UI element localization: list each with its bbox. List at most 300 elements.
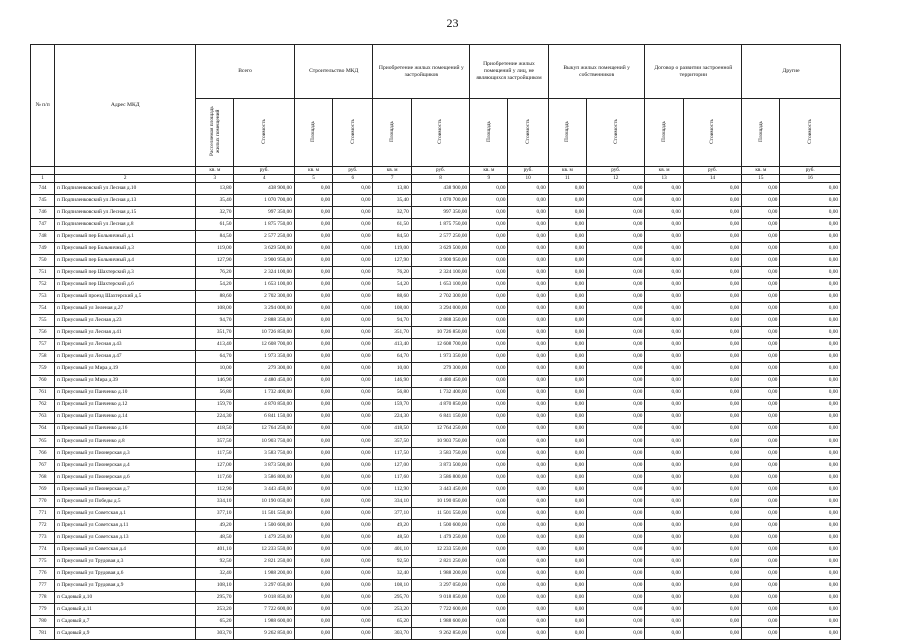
value-cell: 0,00	[780, 592, 841, 604]
column-number: 14	[683, 175, 741, 183]
value-cell: 0,00	[294, 543, 332, 555]
row-number-cell: 781	[31, 628, 55, 640]
value-cell: 1 988 600,00	[411, 616, 469, 628]
value-cell: 0,00	[548, 399, 586, 411]
table-row	[31, 279, 841, 291]
col-header-num: № п/п	[31, 45, 55, 167]
value-cell: 0,00	[742, 207, 780, 219]
value-cell: 0,00	[587, 616, 645, 628]
value-cell: 0,00	[587, 507, 645, 519]
value-cell: 64,70	[196, 351, 234, 363]
row-number-cell: 754	[31, 303, 55, 315]
value-cell: 0,00	[780, 519, 841, 531]
value-cell: 0,00	[333, 399, 373, 411]
column-number: 6	[333, 175, 373, 183]
value-cell: 0,00	[683, 207, 741, 219]
value-cell: 0,00	[294, 555, 332, 567]
value-cell: 0,00	[333, 580, 373, 592]
value-cell: 1 973 350,00	[234, 351, 294, 363]
value-cell: 56,80	[196, 387, 234, 399]
row-number-cell: 776	[31, 568, 55, 580]
value-cell: 0,00	[470, 507, 508, 519]
value-cell: 0,00	[470, 363, 508, 375]
value-cell: 303,70	[373, 628, 411, 640]
value-cell: 0,00	[587, 411, 645, 423]
value-cell: 0,00	[645, 447, 683, 459]
value-cell: 0,00	[508, 447, 548, 459]
table-row	[31, 616, 841, 628]
value-cell: 0,00	[294, 267, 332, 279]
value-cell: 2 324 100,00	[411, 267, 469, 279]
value-cell: 0,00	[333, 447, 373, 459]
table-row	[31, 447, 841, 459]
value-cell: 1 973 350,00	[411, 351, 469, 363]
table-row	[31, 519, 841, 531]
value-cell: 3 443 450,00	[411, 483, 469, 495]
value-cell: 0,00	[294, 604, 332, 616]
column-number: 1	[31, 175, 55, 183]
value-cell: 0,00	[548, 531, 586, 543]
value-cell: 3 583 750,00	[411, 447, 469, 459]
value-cell: 0,00	[780, 411, 841, 423]
value-cell: 0,00	[333, 519, 373, 531]
address-cell: п Прнусовый ул Панченко д.10	[55, 387, 196, 399]
value-cell: 0,00	[645, 604, 683, 616]
value-cell: 32,40	[196, 568, 234, 580]
value-cell: 0,00	[742, 580, 780, 592]
value-cell: 0,00	[645, 315, 683, 327]
table-row	[31, 183, 841, 195]
value-cell: 0,00	[333, 303, 373, 315]
group-header-nondeveloper-purchase: Приобретение жилых помещений у лиц, не являющихся застройщиком	[470, 45, 549, 99]
value-cell: 0,00	[780, 543, 841, 555]
value-cell: 0,00	[333, 291, 373, 303]
value-cell: 0,00	[780, 507, 841, 519]
value-cell: 0,00	[470, 255, 508, 267]
value-cell: 0,00	[294, 435, 332, 447]
value-cell: 0,00	[548, 327, 586, 339]
value-cell: 0,00	[645, 267, 683, 279]
value-cell: 2 821 250,00	[411, 555, 469, 567]
value-cell: 0,00	[508, 507, 548, 519]
value-cell: 0,00	[742, 592, 780, 604]
value-cell: 0,00	[587, 568, 645, 580]
row-number-cell: 779	[31, 604, 55, 616]
value-cell: 0,00	[294, 423, 332, 435]
value-cell: 0,00	[508, 351, 548, 363]
group-header-developer-purchase: Приобретение жилых помещений у застройщиков	[373, 45, 470, 99]
value-cell: 0,00	[683, 351, 741, 363]
value-cell: 3 294 000,00	[411, 303, 469, 315]
value-cell: 92,50	[196, 555, 234, 567]
row-number-cell: 747	[31, 219, 55, 231]
value-cell: 0,00	[333, 315, 373, 327]
value-cell: 0,00	[548, 519, 586, 531]
table-row	[31, 315, 841, 327]
value-cell: 0,00	[508, 423, 548, 435]
value-cell: 0,00	[645, 195, 683, 207]
table-row	[31, 507, 841, 519]
address-cell: п Прнусовый ул Пионерская д.6	[55, 471, 196, 483]
value-cell: 0,00	[780, 375, 841, 387]
value-cell: 0,00	[780, 315, 841, 327]
unit-sqm: кв. м	[196, 167, 234, 175]
value-cell: 0,00	[508, 616, 548, 628]
row-number-cell: 750	[31, 255, 55, 267]
value-cell: 32,40	[373, 568, 411, 580]
value-cell: 159,70	[373, 399, 411, 411]
value-cell: 0,00	[294, 495, 332, 507]
value-cell: 0,00	[508, 495, 548, 507]
value-cell: 0,00	[742, 339, 780, 351]
value-cell: 0,00	[742, 447, 780, 459]
value-cell: 418,50	[373, 423, 411, 435]
value-cell: 76,20	[196, 267, 234, 279]
value-cell: 64,70	[373, 351, 411, 363]
value-cell: 32,70	[196, 207, 234, 219]
value-cell: 0,00	[548, 339, 586, 351]
column-number: 7	[373, 175, 411, 183]
value-cell: 0,00	[508, 580, 548, 592]
value-cell: 12 764 250,00	[411, 423, 469, 435]
address-cell: п Прнусовый ул Трудовая д.9	[55, 580, 196, 592]
value-cell: 119,00	[196, 243, 234, 255]
value-cell: 0,00	[333, 495, 373, 507]
value-cell: 0,00	[742, 327, 780, 339]
value-cell: 0,00	[645, 495, 683, 507]
value-cell: 13,80	[196, 183, 234, 195]
value-cell: 0,00	[294, 339, 332, 351]
value-cell: 0,00	[645, 555, 683, 567]
table-row	[31, 483, 841, 495]
address-cell: п Подпиленковский ул Лесная д.8	[55, 219, 196, 231]
value-cell: 0,00	[333, 459, 373, 471]
value-cell: 54,20	[196, 279, 234, 291]
value-cell: 9 262 850,00	[411, 628, 469, 640]
unit-sqm: кв. м	[742, 167, 780, 175]
value-cell: 0,00	[683, 279, 741, 291]
value-cell: 0,00	[645, 183, 683, 195]
value-cell: 0,00	[742, 616, 780, 628]
table-row	[31, 375, 841, 387]
row-number-cell: 749	[31, 243, 55, 255]
value-cell: 0,00	[645, 279, 683, 291]
value-cell: 0,00	[508, 568, 548, 580]
value-cell: 0,00	[683, 447, 741, 459]
value-cell: 3 629 500,00	[234, 243, 294, 255]
value-cell: 0,00	[470, 435, 508, 447]
value-cell: 0,00	[742, 543, 780, 555]
value-cell: 0,00	[548, 459, 586, 471]
address-cell: п Садовый д.7	[55, 616, 196, 628]
value-cell: 10,00	[373, 363, 411, 375]
row-number-cell: 764	[31, 423, 55, 435]
value-cell: 3 900 950,00	[411, 255, 469, 267]
address-cell: п Прнусовый ул Панченко д.14	[55, 411, 196, 423]
value-cell: 0,00	[470, 592, 508, 604]
value-cell: 351,70	[373, 327, 411, 339]
address-cell: п Прнусовый ул Советская д.11	[55, 519, 196, 531]
value-cell: 2 702 300,00	[234, 291, 294, 303]
value-cell: 0,00	[683, 219, 741, 231]
sub-header-cost: Стоимость	[234, 99, 294, 167]
unit-sqm: кв. м	[548, 167, 586, 175]
value-cell: 0,00	[683, 375, 741, 387]
row-number-cell: 756	[31, 327, 55, 339]
value-cell: 9 018 850,00	[234, 592, 294, 604]
table-row	[31, 580, 841, 592]
value-cell: 0,00	[780, 604, 841, 616]
value-cell: 0,00	[470, 483, 508, 495]
value-cell: 0,00	[333, 423, 373, 435]
value-cell: 0,00	[548, 207, 586, 219]
value-cell: 0,00	[470, 616, 508, 628]
value-cell: 0,00	[548, 243, 586, 255]
value-cell: 4 870 850,00	[234, 399, 294, 411]
column-number: 4	[234, 175, 294, 183]
value-cell: 0,00	[645, 616, 683, 628]
value-cell: 146,90	[196, 375, 234, 387]
value-cell: 0,00	[294, 303, 332, 315]
group-header-total: Всего	[196, 45, 295, 99]
value-cell: 997 350,00	[234, 207, 294, 219]
row-number-cell: 757	[31, 339, 55, 351]
value-cell: 0,00	[587, 423, 645, 435]
value-cell: 0,00	[645, 471, 683, 483]
value-cell: 0,00	[548, 568, 586, 580]
value-cell: 224,30	[196, 411, 234, 423]
value-cell: 10 903 750,00	[234, 435, 294, 447]
table-header	[31, 45, 841, 183]
address-cell: п Прнусовый ул Пионерская д.3	[55, 447, 196, 459]
value-cell: 377,10	[373, 507, 411, 519]
sub-header-area: Площадь	[548, 99, 586, 167]
value-cell: 0,00	[645, 207, 683, 219]
value-cell: 0,00	[470, 195, 508, 207]
value-cell: 0,00	[645, 255, 683, 267]
value-cell: 108,00	[196, 303, 234, 315]
value-cell: 0,00	[470, 267, 508, 279]
row-number-cell: 765	[31, 435, 55, 447]
value-cell: 0,00	[333, 231, 373, 243]
table-row	[31, 411, 841, 423]
value-cell: 0,00	[294, 387, 332, 399]
value-cell: 0,00	[742, 351, 780, 363]
address-cell: п Прнусовый ул Советская д.1	[55, 507, 196, 519]
value-cell: 0,00	[587, 315, 645, 327]
value-cell: 0,00	[742, 411, 780, 423]
value-cell: 413,40	[373, 339, 411, 351]
address-cell: п Садовый д.9	[55, 628, 196, 640]
value-cell: 94,70	[373, 315, 411, 327]
resettlement-table	[30, 44, 841, 640]
value-cell: 0,00	[683, 628, 741, 640]
value-cell: 0,00	[470, 447, 508, 459]
value-cell: 0,00	[294, 616, 332, 628]
value-cell: 0,00	[548, 387, 586, 399]
unit-rub: руб.	[234, 167, 294, 175]
value-cell: 0,00	[333, 219, 373, 231]
value-cell: 0,00	[548, 447, 586, 459]
value-cell: 0,00	[683, 243, 741, 255]
column-number: 15	[742, 175, 780, 183]
column-number: 9	[470, 175, 508, 183]
value-cell: 127,90	[373, 255, 411, 267]
value-cell: 0,00	[508, 387, 548, 399]
value-cell: 0,00	[587, 267, 645, 279]
value-cell: 3 629 500,00	[411, 243, 469, 255]
value-cell: 7 722 600,00	[234, 604, 294, 616]
value-cell: 0,00	[333, 616, 373, 628]
value-cell: 0,00	[587, 363, 645, 375]
value-cell: 0,00	[780, 195, 841, 207]
value-cell: 0,00	[587, 555, 645, 567]
column-number: 2	[55, 175, 196, 183]
value-cell: 0,00	[587, 447, 645, 459]
value-cell: 377,10	[196, 507, 234, 519]
table-row	[31, 555, 841, 567]
value-cell: 0,00	[683, 363, 741, 375]
value-cell: 0,00	[683, 195, 741, 207]
value-cell: 0,00	[742, 387, 780, 399]
value-cell: 0,00	[548, 363, 586, 375]
address-cell: п Прнусовый ул Лесная д.23	[55, 315, 196, 327]
value-cell: 0,00	[742, 315, 780, 327]
value-cell: 0,00	[683, 423, 741, 435]
value-cell: 0,00	[742, 375, 780, 387]
col-header-address: Адрес МКД	[55, 45, 196, 167]
column-number: 12	[587, 175, 645, 183]
value-cell: 0,00	[683, 291, 741, 303]
value-cell: 0,00	[645, 435, 683, 447]
address-cell: п Прнусовый ул Панченко д.8	[55, 435, 196, 447]
row-number-cell: 746	[31, 207, 55, 219]
value-cell: 0,00	[294, 375, 332, 387]
unit-cell	[31, 167, 55, 175]
value-cell: 0,00	[333, 471, 373, 483]
value-cell: 0,00	[470, 628, 508, 640]
row-number-cell: 745	[31, 195, 55, 207]
value-cell: 413,40	[196, 339, 234, 351]
value-cell: 0,00	[470, 531, 508, 543]
value-cell: 0,00	[508, 219, 548, 231]
value-cell: 0,00	[780, 339, 841, 351]
value-cell: 0,00	[548, 303, 586, 315]
value-cell: 0,00	[294, 507, 332, 519]
sub-header-area: Площадь	[645, 99, 683, 167]
value-cell: 0,00	[780, 568, 841, 580]
value-cell: 0,00	[548, 543, 586, 555]
value-cell: 108,10	[373, 580, 411, 592]
value-cell: 0,00	[470, 519, 508, 531]
value-cell: 0,00	[742, 423, 780, 435]
value-cell: 0,00	[548, 580, 586, 592]
value-cell: 0,00	[645, 459, 683, 471]
value-cell: 0,00	[548, 279, 586, 291]
value-cell: 10 726 850,00	[411, 327, 469, 339]
value-cell: 1 653 100,00	[234, 279, 294, 291]
value-cell: 0,00	[742, 291, 780, 303]
value-cell: 0,00	[548, 195, 586, 207]
value-cell: 0,00	[742, 183, 780, 195]
value-cell: 401,10	[373, 543, 411, 555]
table-row	[31, 303, 841, 315]
value-cell: 2 577 250,00	[234, 231, 294, 243]
value-cell: 0,00	[470, 291, 508, 303]
value-cell: 0,00	[470, 495, 508, 507]
value-cell: 0,00	[333, 183, 373, 195]
value-cell: 0,00	[683, 592, 741, 604]
column-number: 16	[780, 175, 841, 183]
value-cell: 0,00	[333, 568, 373, 580]
value-cell: 0,00	[548, 423, 586, 435]
value-cell: 0,00	[333, 375, 373, 387]
row-number-cell: 766	[31, 447, 55, 459]
page-number: 23	[446, 16, 459, 30]
value-cell: 0,00	[780, 483, 841, 495]
address-cell: п Прнусовый пер Больничный д.1	[55, 231, 196, 243]
value-cell: 0,00	[508, 231, 548, 243]
value-cell: 0,00	[742, 267, 780, 279]
value-cell: 0,00	[294, 291, 332, 303]
value-cell: 0,00	[294, 471, 332, 483]
value-cell: 0,00	[294, 568, 332, 580]
value-cell: 127,90	[196, 255, 234, 267]
unit-rub: руб.	[683, 167, 741, 175]
value-cell: 0,00	[587, 243, 645, 255]
sub-header-cost: Стоимость	[411, 99, 469, 167]
unit-rub: руб.	[780, 167, 841, 175]
unit-rub: руб.	[508, 167, 548, 175]
row-number-cell: 774	[31, 543, 55, 555]
value-cell: 0,00	[587, 483, 645, 495]
row-number-cell: 760	[31, 375, 55, 387]
value-cell: 0,00	[587, 183, 645, 195]
value-cell: 65,20	[373, 616, 411, 628]
table-row	[31, 351, 841, 363]
value-cell: 0,00	[742, 255, 780, 267]
value-cell: 0,00	[548, 507, 586, 519]
value-cell: 0,00	[742, 399, 780, 411]
value-cell: 0,00	[587, 339, 645, 351]
value-cell: 0,00	[780, 243, 841, 255]
table-row	[31, 207, 841, 219]
sub-header-cost: Стоимость	[780, 99, 841, 167]
value-cell: 0,00	[780, 207, 841, 219]
value-cell: 0,00	[333, 255, 373, 267]
value-cell: 0,00	[742, 568, 780, 580]
value-cell: 401,10	[196, 543, 234, 555]
table-row	[31, 568, 841, 580]
value-cell: 0,00	[470, 423, 508, 435]
sub-header-cost: Стоимость	[333, 99, 373, 167]
value-cell: 0,00	[683, 568, 741, 580]
value-cell: 0,00	[683, 339, 741, 351]
address-cell: п Прнусовый ул Советская д.4	[55, 543, 196, 555]
address-cell: п Прнусовый ул Лесная д.41	[55, 327, 196, 339]
value-cell: 0,00	[508, 339, 548, 351]
value-cell: 0,00	[470, 459, 508, 471]
table-row	[31, 399, 841, 411]
value-cell: 1 875 750,00	[411, 219, 469, 231]
value-cell: 0,00	[587, 375, 645, 387]
value-cell: 0,00	[548, 628, 586, 640]
value-cell: 0,00	[294, 592, 332, 604]
value-cell: 0,00	[683, 315, 741, 327]
value-cell: 0,00	[470, 219, 508, 231]
value-cell: 0,00	[294, 183, 332, 195]
column-number: 10	[508, 175, 548, 183]
